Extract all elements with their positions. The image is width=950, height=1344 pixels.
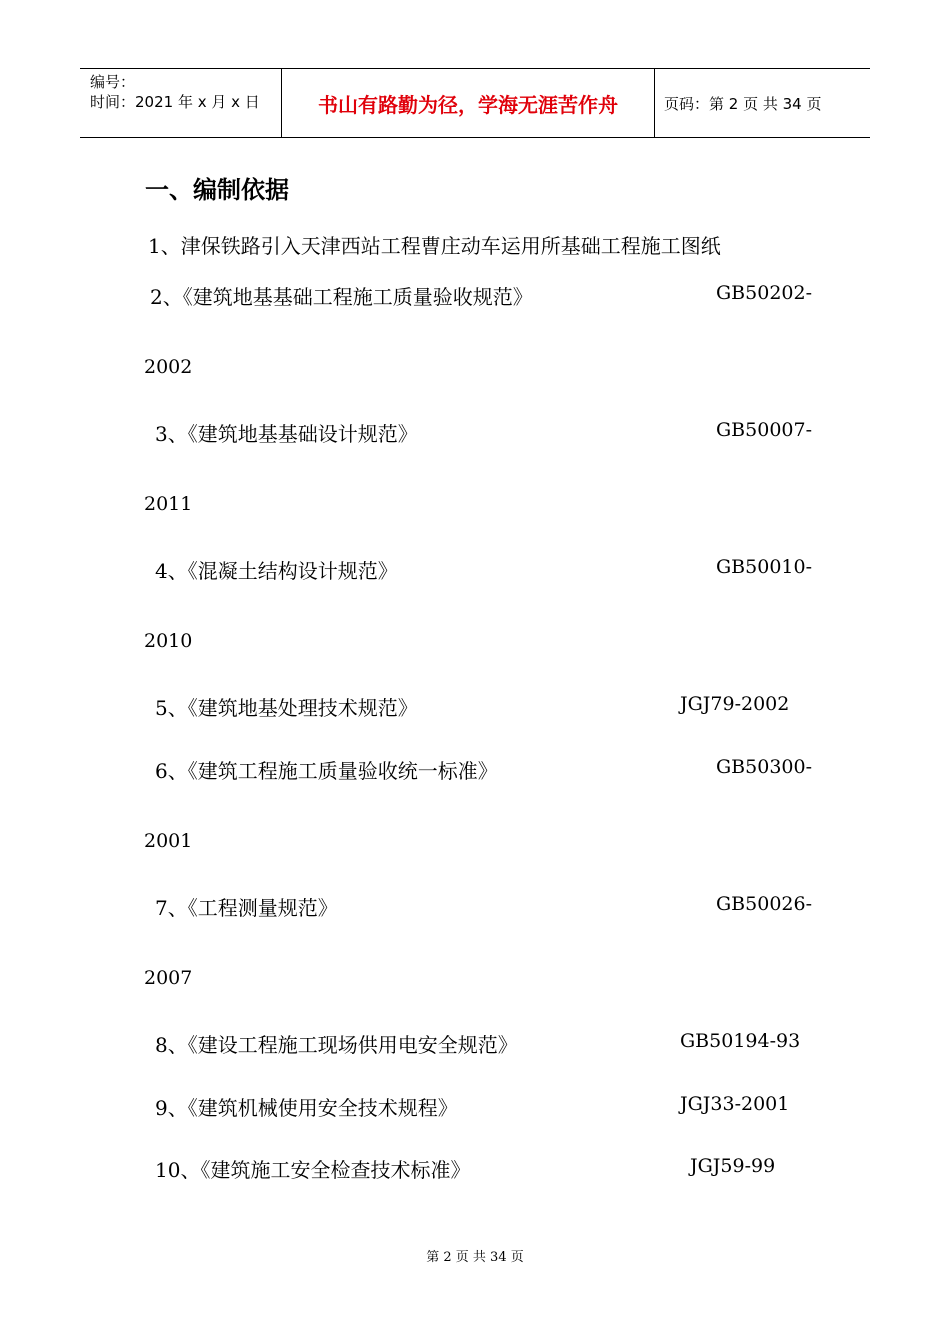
reference-code-3-cont: 2011 [144, 493, 193, 515]
reference-item-10: 10、《建筑施工安全检查技术标准》 [155, 1158, 471, 1182]
reference-code-6-cont: 2001 [144, 830, 193, 852]
reference-code-5: JGJ79-2002 [680, 693, 790, 715]
reference-item-5: 5、《建筑地基处理技术规范》 [155, 696, 418, 720]
reference-code-7-cont: 2007 [144, 967, 193, 989]
reference-item-3: 3、《建筑地基基础设计规范》 [155, 422, 418, 446]
header-meta [80, 69, 280, 137]
reference-code-10: JGJ59-99 [690, 1155, 776, 1177]
reference-code-7: GB50026- [716, 893, 813, 915]
reference-code-8: GB50194-93 [680, 1030, 801, 1052]
reference-code-6: GB50300- [716, 756, 813, 778]
document-number-label: 编号： [90, 73, 136, 91]
section-title: 一、编制依据 [145, 176, 289, 204]
header-page-cell [654, 69, 870, 137]
document-date-label: 时间：2021 年 x 月 x 日 [90, 93, 260, 111]
reference-code-3: GB50007- [716, 419, 813, 441]
reference-item-8: 8、《建设工程施工现场供用电安全规范》 [155, 1033, 518, 1057]
reference-code-9: JGJ33-2001 [680, 1093, 790, 1115]
reference-code-2-cont: 2002 [144, 356, 193, 378]
reference-code-4-cont: 2010 [144, 630, 193, 652]
reference-item-7: 7、《工程测量规范》 [155, 896, 338, 920]
header-page-number: 页码：第 2 页 共 34 页 [664, 94, 822, 113]
header-motto: 书山有路勤为径，学海无涯苦作舟 [318, 92, 618, 117]
header-motto-cell [281, 69, 655, 137]
reference-item-2: 2、《建筑地基基础工程施工质量验收规范》 [150, 285, 533, 309]
reference-code-4: GB50010- [716, 556, 813, 578]
reference-item-4: 4、《混凝土结构设计规范》 [155, 559, 398, 583]
reference-code-2: GB50202- [716, 282, 813, 304]
page-footer: 第 2 页 共 34 页 [426, 1250, 524, 1265]
reference-item-9: 9、《建筑机械使用安全技术规程》 [155, 1096, 458, 1120]
reference-item-1: 1、津保铁路引入天津西站工程曹庄动车运用所基础工程施工图纸 [148, 234, 721, 258]
page-header [80, 68, 870, 138]
reference-item-6: 6、《建筑工程施工质量验收统一标准》 [155, 759, 498, 783]
